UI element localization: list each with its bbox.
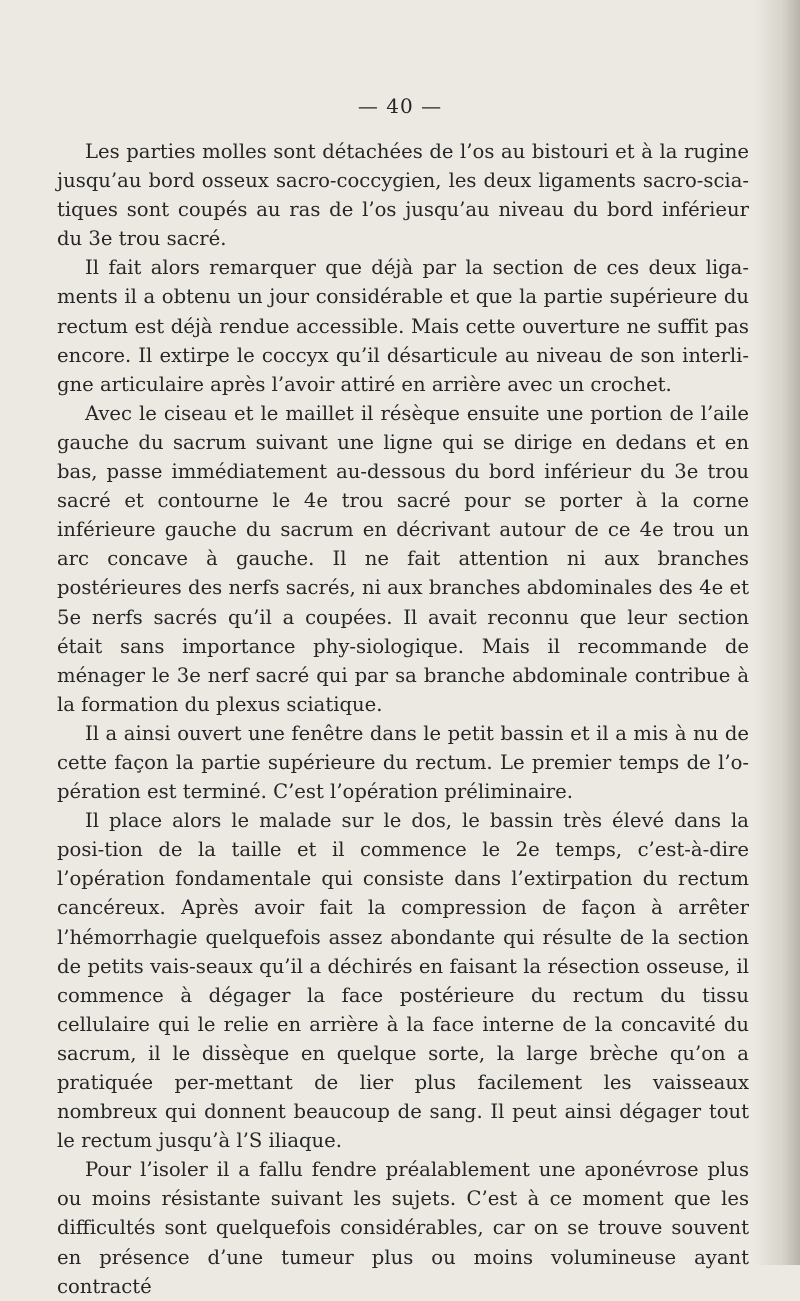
page-number: — 40 — [357,94,443,118]
paragraph-6: Pour l’isoler il a fallu fendre préalablement une aponévrose plus ou moins résistante suivant les sujets. C’est à ce moment que les difficultés sont quelquefois considérables, car on se trouve souvent en présence d’une tumeur plus ou moins volumineuse ayant contracté [57,1158,749,1298]
paragraph-3: Avec le ciseau et le maillet il résèque ensuite une portion de l’aile gauche du sacrum suivant une ligne qui se dirige en dedans et en bas, passe immédiatement au-dessous du bord inférieur du 3e trou sacré et contourne le 4e trou sacré pour se porter à la corne inférieure gauche du sacrum en décrivant autour de ce 4e trou un arc concave à gauche. Il ne fait attention ni aux branches postérieures des nerfs sacrés, ni aux branches abdominales des 4e et 5e nerfs sacrés qu’il a coupées. Il avait reconnu que leur section était sans importance phy-siologique. Mais il recommande de ménager le 3e nerf sacré qui par sa branche abdominale contribue à la formation du plexus sciatique. [57,401,749,716]
page-edge-shadow [754,0,800,1265]
body-text [57,137,749,1301]
paragraph-5: Il place alors le malade sur le dos, le bassin très élevé dans la posi-tion de la taille et il commence le 2e temps, c’est-à-dire l’opération fondamentale qui consiste dans l’extirpation du rectum cancéreux. Après avoir fait la compression de façon à arrêter l’hémorrhagie quelquefois assez abondante qui résulte de la section de petits vais-seaux qu’il a déchirés en faisant la résection osseuse, il commence à dégager la face postérieure du rectum du tissu cellulaire qui le relie en arrière à la face interne de la concavité du sacrum, il le dissèque en quelque sorte, la large brèche qu’on a pratiquée per-mettant de lier plus facilement les vaisseaux nombreux qui donnent beaucoup de sang. Il peut ainsi dégager tout le rectum jusqu’à l’S iliaque. [57,809,749,1153]
paragraph-2: Il fait alors remarquer que déjà par la section de ces deux liga-ments il a obtenu un jour considérable et que la partie supérieure du rectum est déjà rendue accessible. Mais cette ouverture ne suffit pas encore. Il extirpe le coccyx qu’il désarticule au niveau de son interli-gne articulaire après l’avoir attiré en arrière avec un crochet. [57,256,749,396]
paragraph-1: Les parties molles sont détachées de l’os au bistouri et à la rugine jusqu’au bord osseux sacro-coccygien, les deux ligaments sacro-scia-tiques sont coupés au ras de l’os jusqu’au niveau du bord inférieur du 3e trou sacré. [57,140,749,251]
paragraph-4: Il a ainsi ouvert une fenêtre dans le petit bassin et il a mis à nu de cette façon la partie supérieure du rectum. Le premier temps de l’o-pération est terminé. C’est l’opération préliminaire. [57,721,749,804]
